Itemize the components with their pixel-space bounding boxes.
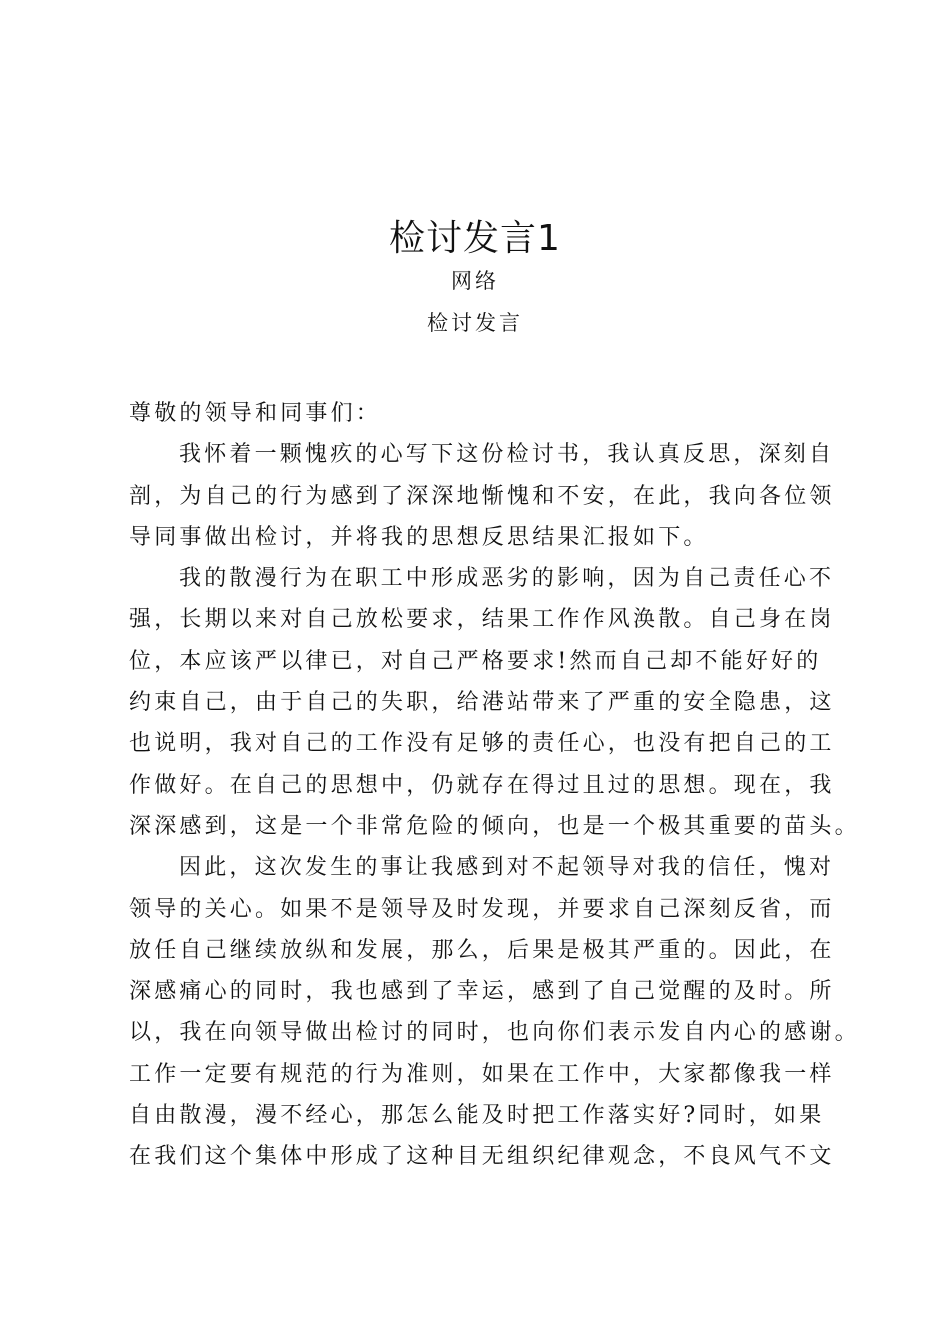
document-subtitle-heading: 检讨发言 bbox=[427, 311, 523, 335]
document-subtitle-source: 网络 bbox=[451, 269, 499, 293]
body-line: 在我们这个集体中形成了这种目无组织纪律观念，不良风气不文 bbox=[129, 1144, 835, 1170]
body-line: 放任自己继续放纵和发展，那么，后果是极其严重的。因此，在 bbox=[129, 937, 835, 963]
body-line: 自由散漫，漫不经心，那怎么能及时把工作落实好?同时，如果 bbox=[129, 1103, 825, 1129]
document-body bbox=[129, 393, 869, 1178]
body-line: 作做好。在自己的思想中，仍就存在得过且过的思想。现在，我 bbox=[129, 772, 835, 798]
body-line: 强，长期以来对自己放松要求，结果工作作风涣散。自己身在岗 bbox=[129, 607, 835, 633]
body-line: 剖，为自己的行为感到了深深地惭愧和不安，在此，我向各位领 bbox=[129, 483, 835, 509]
document-title: 检讨发言1 bbox=[389, 218, 561, 259]
body-line: 也说明，我对自己的工作没有足够的责任心，也没有把自己的工 bbox=[129, 731, 835, 757]
body-line: 约束自己，由于自己的失职，给港站带来了严重的安全隐患，这 bbox=[129, 690, 835, 716]
body-line: 因此，这次发生的事让我感到对不起领导对我的信任，愧对 bbox=[179, 855, 835, 881]
body-line: 我的散漫行为在职工中形成恶劣的影响，因为自己责任心不 bbox=[179, 566, 835, 592]
salutation-line: 尊敬的领导和同事们： bbox=[129, 401, 382, 426]
body-line: 领导的关心。如果不是领导及时发现，并要求自己深刻反省，而 bbox=[129, 896, 835, 922]
body-line: 位，本应该严以律已，对自己严格要求!然而自己却不能好好的 bbox=[129, 648, 822, 674]
body-line: 深感痛心的同时，我也感到了幸运，感到了自己觉醒的及时。所 bbox=[129, 979, 835, 1005]
body-line: 导同事做出检讨，并将我的思想反思结果汇报如下。 bbox=[129, 524, 709, 550]
body-line: 工作一定要有规范的行为准则，如果在工作中，大家都像我一样 bbox=[129, 1061, 835, 1087]
body-line: 深深感到，这是一个非常危险的倾向，也是一个极其重要的苗头。 bbox=[129, 813, 860, 839]
body-line: 我怀着一颗愧疚的心写下这份检讨书，我认真反思，深刻自 bbox=[179, 442, 835, 468]
body-line: 以，我在向领导做出检讨的同时，也向你们表示发自内心的感谢。 bbox=[129, 1020, 860, 1046]
